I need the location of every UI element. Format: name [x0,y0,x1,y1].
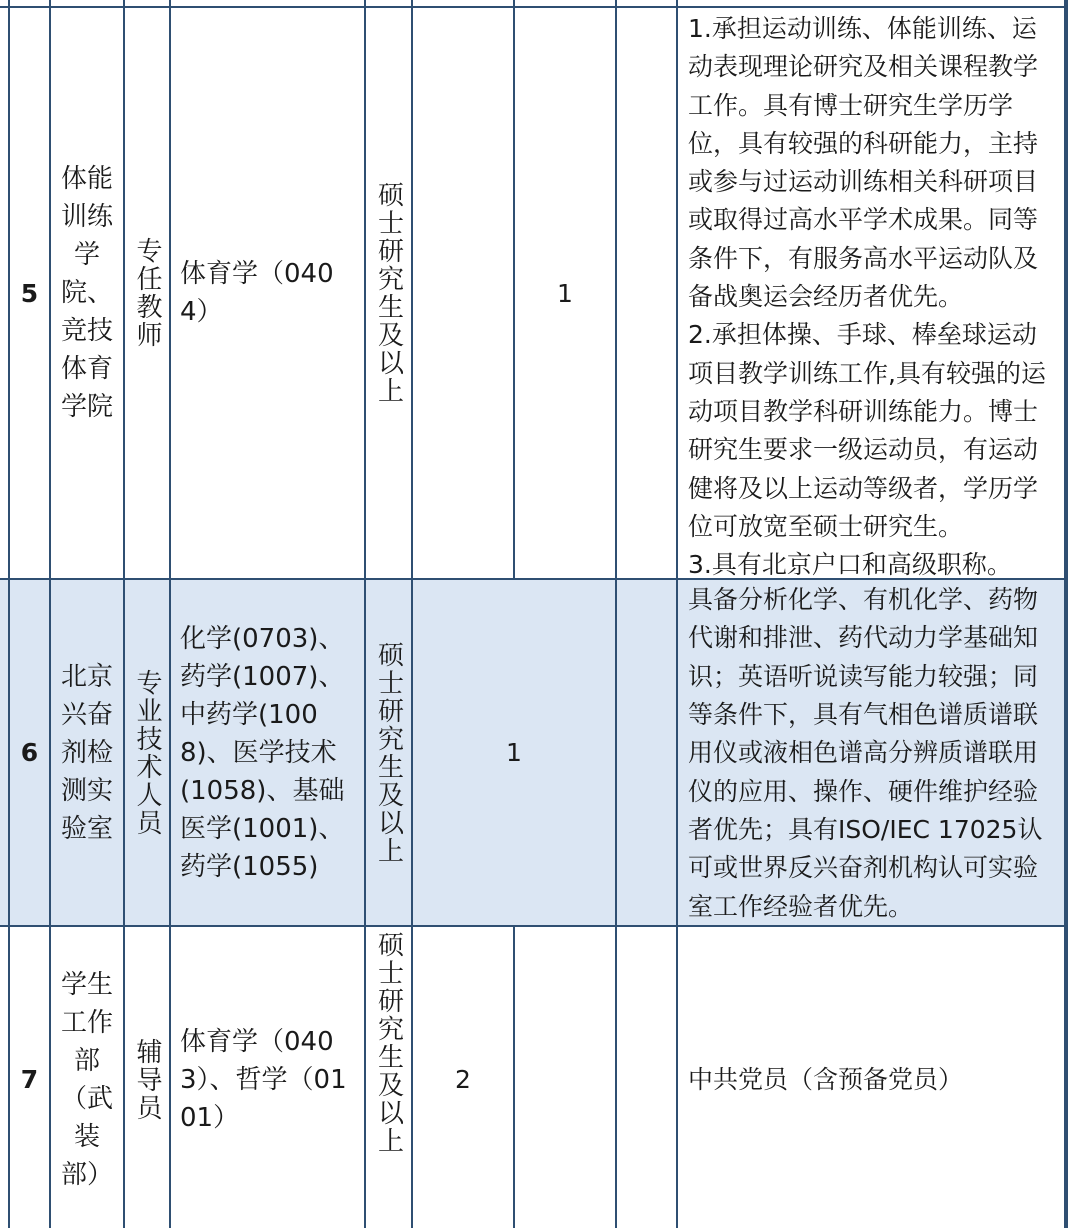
row-number: 7 [20,1065,39,1094]
education-cell [366,927,411,1228]
empty-cell [617,8,676,578]
table-top-edge [0,0,8,6]
row-number-cell [10,580,49,925]
education-text: 硕士研究生及以上 [373,931,404,1155]
requirements-text [688,8,1056,578]
count-cell-a [413,8,513,578]
position-name: 辅导员 [132,1037,162,1122]
major-cell [171,8,364,578]
count-cell-b [515,927,615,1228]
table-row-lead [0,927,8,1228]
position-cell [125,927,169,1228]
education-cell [366,8,411,578]
count-value: 1 [557,278,573,308]
count-value: 1 [506,738,522,767]
requirements-text [688,1059,963,1099]
table-top-edge [10,0,49,6]
count-cell-a [413,927,513,1228]
requirement-item: 2.承担体操、手球、棒垒球运动项目教学训练工作,具有较强的运动项目教学科研训练能力。博士研究生要求一级运动员，有运动健将及以上运动等级者，学历学位可放宽至硕士研究生。 [688,320,1046,541]
major-text: 体育学（0403）、哲学（0101） [180,1026,347,1133]
requirement-item: 具备分析化学、有机化学、药物代谢和排泄、药代动力学基础知识；英语听说读写能力较强；同等条件下，具有气相色谱质谱联用仪或液相色谱高分辨质谱联用仪的应用、操作、硬件维护经验者优先；具有ISO/IEC 17025认可或世界反兴奋剂机构认可实验室工作经验者优先。 [688,585,1043,921]
requirement-item: 1.承担运动训练、体能训练、运动表现理论研究及相关课程教学工作。具有博士研究生学历学位，具有较强的科研能力，主持或参与过运动训练相关科研项目或取得过高水平学术成果。同等条件下，有服务高水平运动队及备战奥运会经历者优先。 [688,14,1039,312]
table-top-edge [171,0,364,6]
row-number-cell [10,8,49,578]
row-number: 6 [20,738,39,767]
department-name: 北京兴奋剂检测实验室 [60,661,113,844]
table-top-edge [678,0,1064,6]
requirement-item: 中共党员（含预备党员） [688,1065,964,1095]
department-cell [51,8,123,578]
major-text: 化学(0703)、药学(1007)、中药学(1008)、医学技术(1058)、基础医学(1001)、药学(1055) [180,623,345,882]
requirements-cell [678,580,1064,925]
table-top-edge [515,0,615,6]
position-name: 专任教师 [132,237,162,349]
table-top-edge [617,0,676,6]
position-cell [125,8,169,578]
department-name: 体能训练学院、竞技体育学院 [60,164,113,422]
count-cell-b [515,8,615,578]
department-name: 学生工作部（武装部） [60,969,113,1190]
major-cell [171,927,364,1228]
row-number: 5 [20,278,39,308]
department-cell [51,580,123,925]
table-top-edge [413,0,513,6]
education-text: 硕士研究生及以上 [373,640,404,865]
education-cell [366,580,411,925]
table-top-edge [366,0,411,6]
major-cell [171,580,364,925]
department-cell [51,927,123,1228]
table-top-edge [125,0,169,6]
requirements-text [688,580,1056,925]
table-top-edge [51,0,123,6]
empty-cell [617,580,676,925]
table-row-lead [0,8,8,578]
count-cell-merged [413,580,615,925]
requirement-item: 3.具有北京户口和高级职称。 [688,550,1012,578]
requirements-cell [678,8,1064,578]
major-text: 体育学（0404） [180,259,334,327]
position-cell [125,580,169,925]
table-row-lead [0,580,8,925]
empty-cell [617,927,676,1228]
education-text: 硕士研究生及以上 [373,181,404,405]
count-value: 2 [455,1065,471,1094]
row-number-cell [10,927,49,1228]
position-name: 专业技术人员 [132,668,162,837]
requirements-cell [678,927,1064,1228]
